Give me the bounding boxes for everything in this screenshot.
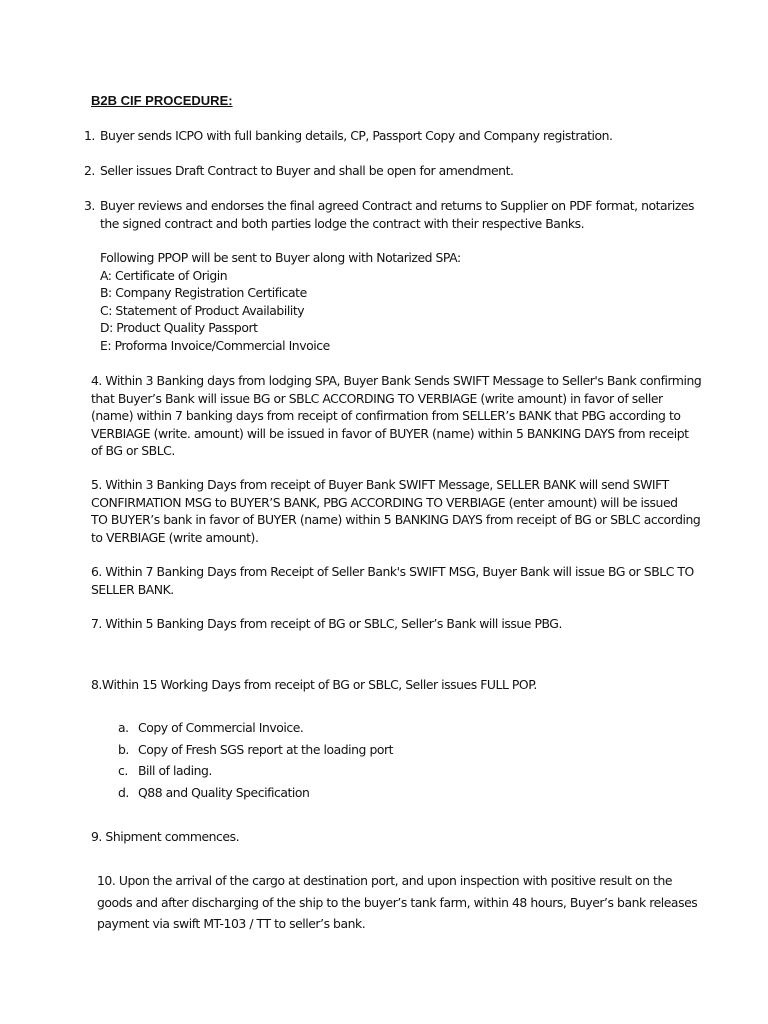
text-line: CONFIRMATION MSG to BUYER’S BANK, PBG ACCORDING TO VERBIAGE (enter amount) will be issued — [91, 494, 678, 510]
text-line: of BG or SBLC. — [91, 443, 175, 458]
text-line: 10. Upon the arrival of the cargo at destination port, and upon inspection with positive result on the — [97, 873, 673, 888]
step-text: Seller issues Draft Contract to Buyer and shall be open for amendment. — [100, 163, 514, 178]
step-text: Buyer sends ICPO with full banking details, CP, Passport Copy and Company registration. — [100, 128, 613, 143]
text-line: 6. Within 7 Banking Days from Receipt of Seller Bank's SWIFT MSG, Buyer Bank will issue BG or SBLC TO — [91, 564, 694, 579]
step-number: 1. — [84, 128, 95, 143]
pop-item-text: Copy of Fresh SGS report at the loading port — [138, 741, 394, 757]
step-number: 3. — [84, 198, 95, 213]
step-7 — [91, 615, 562, 633]
pop-item-text: Bill of lading. — [138, 763, 212, 779]
step-text — [100, 197, 694, 232]
pop-item-letter: b. — [118, 741, 129, 757]
text-line: SELLER BANK. — [91, 581, 174, 597]
text-line: VERBIAGE (write. amount) will be issued in favor of BUYER (name) within 5 BANKING DAYS from receipt — [91, 425, 689, 441]
text-line: (name) within 7 banking days from receipt of confirmation from SELLER’s BANK that PBG according to — [91, 408, 681, 423]
text-line: 7. Within 5 Banking Days from receipt of BG or SBLC, Seller’s Bank will issue PBG. — [91, 616, 562, 631]
text-line: TO BUYER’s bank in favor of BUYER (name) within 5 BANKING DAYS from receipt of BG or SBLC according — [91, 512, 701, 527]
text-line: 5. Within 3 Banking Days from receipt of Buyer Bank SWIFT Message, SELLER BANK will send SWIFT — [91, 477, 669, 492]
pop-item-text: Q88 and Quality Specification — [138, 785, 310, 801]
text-line: goods and after discharging of the ship to the buyer’s tank farm, within 48 hours, Buyer’s bank releases — [97, 894, 698, 910]
text-line: the signed contract and both parties lodge the contract with their respective Banks. — [100, 215, 585, 231]
step-number: 2. — [84, 163, 95, 178]
ppop-item: D: Product Quality Passport — [100, 320, 258, 335]
step-6 — [91, 563, 694, 598]
text-line: payment via swift MT-103 / TT to seller’s bank. — [97, 916, 366, 931]
step-10 — [97, 870, 697, 935]
pop-item-letter: c. — [118, 763, 128, 779]
ppop-item: B: Company Registration Certificate — [100, 285, 307, 300]
step-9 — [91, 828, 239, 846]
document-title: B2B CIF PROCEDURE: — [91, 93, 233, 108]
text-line: to VERBIAGE (write amount). — [91, 529, 259, 545]
text-line: 9. Shipment commences. — [91, 829, 240, 844]
ppop-item: A: Certificate of Origin — [100, 267, 228, 283]
ppop-intro: Following PPOP will be sent to Buyer along with Notarized SPA: — [100, 250, 461, 265]
step-4 — [91, 372, 701, 460]
pop-item-letter: d. — [118, 785, 129, 801]
ppop-block — [100, 249, 461, 354]
pop-item-text: Copy of Commercial Invoice. — [138, 720, 304, 735]
text-line: Buyer reviews and endorses the final agreed Contract and returns to Supplier on PDF format, notarizes — [100, 198, 695, 213]
text-line: that Buyer’s Bank will issue BG or SBLC ACCORDING TO VERBIAGE (write amount) in favor of seller — [91, 390, 663, 406]
text-line: 8.Within 15 Working Days from receipt of BG or SBLC, Seller issues FULL POP. — [91, 677, 537, 692]
step-8 — [91, 676, 537, 694]
ppop-item: E: Proforma Invoice/Commercial Invoice — [100, 337, 330, 353]
pop-item-letter: a. — [118, 720, 129, 735]
text-line: 4. Within 3 Banking days from lodging SPA, Buyer Bank Sends SWIFT Message to Seller's Bank confirming — [91, 373, 702, 388]
ppop-item: C: Statement of Product Availability — [100, 302, 305, 318]
step-5 — [91, 476, 700, 546]
